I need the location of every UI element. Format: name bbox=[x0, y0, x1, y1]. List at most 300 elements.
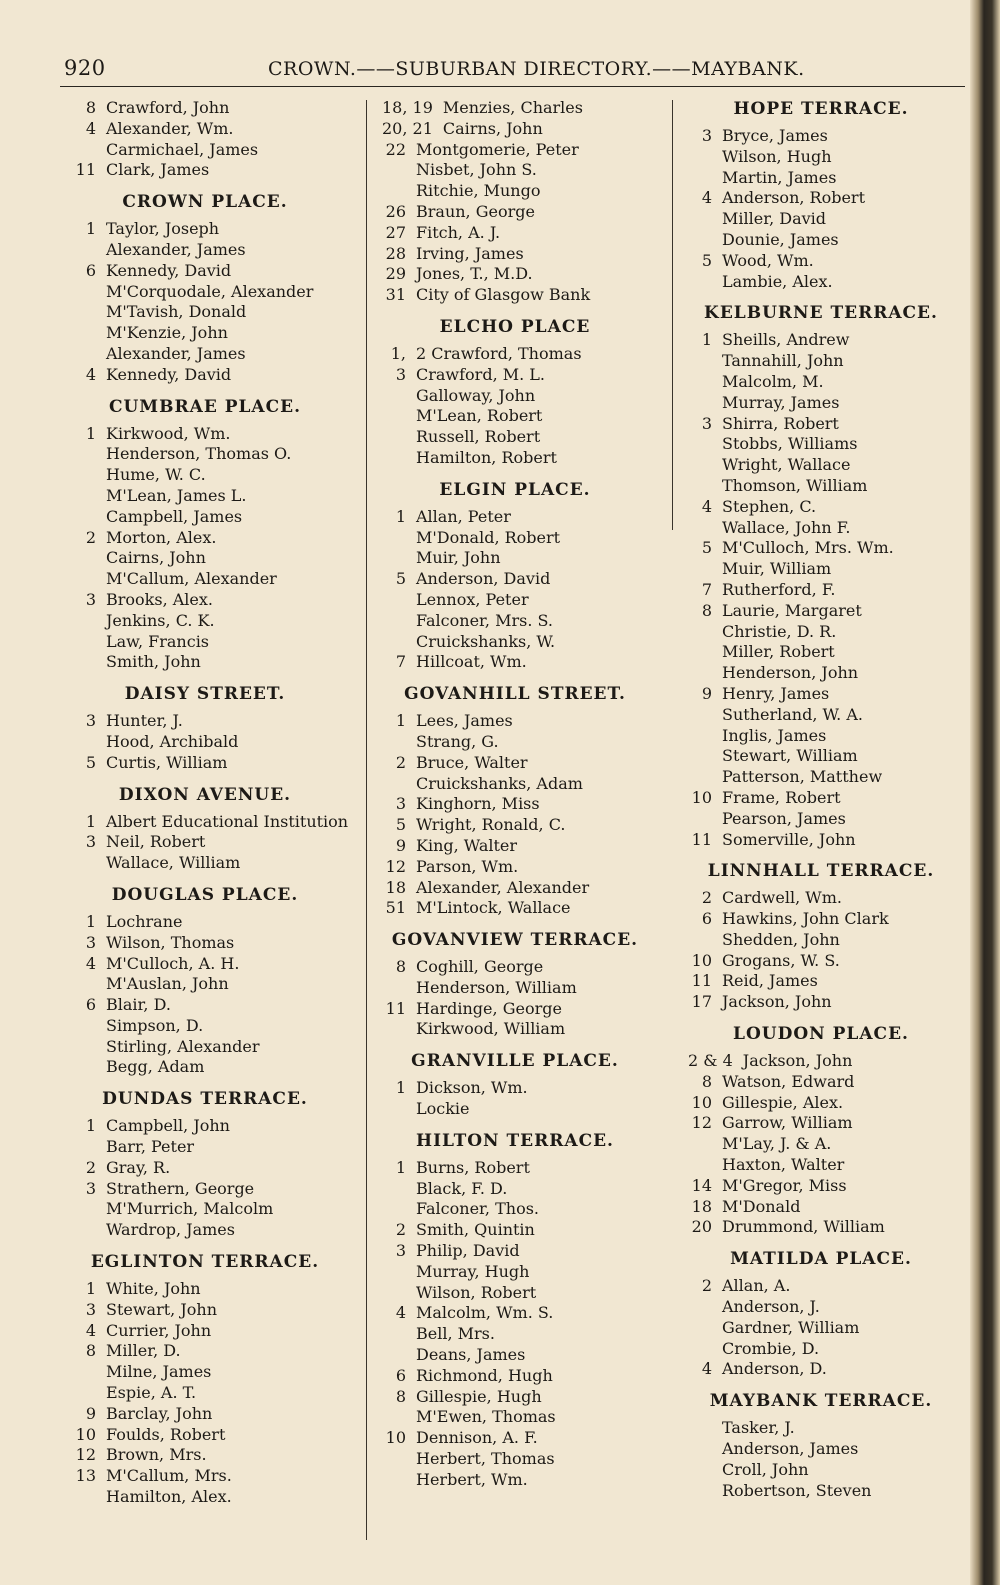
resident-name: Shedden, John bbox=[722, 929, 840, 949]
resident-name: Watson, Edward bbox=[722, 1071, 855, 1091]
resident-name: Wilson, Robert bbox=[416, 1282, 537, 1302]
house-number: 1 bbox=[395, 506, 406, 526]
street-heading: DUNDAS TERRACE. bbox=[102, 1089, 308, 1110]
directory-entry bbox=[686, 746, 976, 767]
house-number: 4 bbox=[701, 496, 712, 516]
directory-entry bbox=[70, 1220, 360, 1241]
resident-name: M'Culloch, A. H. bbox=[106, 953, 240, 973]
directory-entry bbox=[380, 1470, 670, 1491]
directory-entry bbox=[380, 1179, 670, 1200]
directory-entry bbox=[380, 794, 670, 815]
directory-entry bbox=[380, 244, 670, 265]
directory-entry bbox=[70, 1383, 360, 1404]
street-heading: HILTON TERRACE. bbox=[416, 1130, 614, 1151]
resident-name: Lambie, Alex. bbox=[722, 271, 833, 291]
resident-name: Henderson, John bbox=[722, 663, 859, 683]
resident-name: M'Lean, James L. bbox=[106, 485, 247, 505]
resident-name: Patterson, Matthew bbox=[722, 767, 883, 787]
resident-name: Murray, Hugh bbox=[416, 1261, 530, 1281]
directory-entry bbox=[380, 202, 670, 223]
resident-name: Cairns, John bbox=[442, 118, 543, 138]
house-number: 6 bbox=[701, 909, 712, 929]
resident-name: Dennison, A. F. bbox=[416, 1428, 538, 1448]
resident-name: White, John bbox=[106, 1279, 201, 1299]
resident-name: Crombie, D. bbox=[722, 1338, 820, 1358]
house-number: 5 bbox=[85, 752, 96, 772]
house-number: 4 bbox=[85, 364, 96, 384]
resident-name: Thomson, William bbox=[722, 475, 868, 495]
resident-name: Strathern, George bbox=[106, 1178, 255, 1198]
directory-entry bbox=[686, 767, 976, 788]
house-number: 8 bbox=[701, 1071, 712, 1091]
street-section bbox=[70, 1088, 360, 1241]
street-section bbox=[686, 860, 976, 1013]
directory-entry bbox=[70, 507, 360, 528]
house-number: 8 bbox=[85, 98, 96, 117]
directory-entry bbox=[686, 1297, 976, 1318]
resident-name: Currier, John bbox=[106, 1320, 212, 1340]
directory-entry bbox=[380, 1262, 670, 1283]
directory-entry bbox=[686, 393, 976, 414]
directory-entry bbox=[686, 951, 976, 972]
resident-name: Albert Educational Institution bbox=[106, 811, 349, 831]
resident-name: Russell, Robert bbox=[416, 427, 541, 447]
resident-name: M'Kenzie, John bbox=[106, 323, 228, 343]
house-number: 2 bbox=[701, 888, 712, 908]
directory-entry bbox=[686, 1339, 976, 1360]
resident-name: Miller, D. bbox=[106, 1341, 181, 1361]
resident-name: Anderson, Robert bbox=[722, 188, 866, 208]
resident-name: M'Gregor, Miss bbox=[722, 1175, 847, 1195]
directory-entry bbox=[380, 1345, 670, 1366]
directory-entry bbox=[380, 898, 670, 919]
house-number: 27 bbox=[385, 222, 406, 242]
directory-entry bbox=[70, 974, 360, 995]
directory-entry bbox=[380, 1303, 670, 1324]
directory-entry bbox=[380, 448, 670, 469]
house-number: 29 bbox=[385, 264, 406, 284]
resident-name: Stirling, Alexander bbox=[106, 1036, 260, 1056]
resident-name: Dounie, James bbox=[722, 229, 839, 249]
resident-name: Alexander, Alexander bbox=[416, 877, 590, 897]
resident-name: M'Culloch, Mrs. Wm. bbox=[722, 538, 894, 558]
house-number: 3 bbox=[85, 932, 96, 952]
street-section bbox=[380, 98, 670, 306]
resident-name: Strang, G. bbox=[416, 731, 499, 751]
resident-name: Crawford, M. L. bbox=[416, 364, 546, 384]
directory-entry bbox=[70, 1404, 360, 1425]
resident-name: Hunter, J. bbox=[106, 711, 183, 731]
directory-entry bbox=[70, 528, 360, 549]
directory-entry bbox=[686, 1093, 976, 1114]
directory-entry bbox=[70, 444, 360, 465]
directory-entry bbox=[380, 160, 670, 181]
directory-entry bbox=[70, 1057, 360, 1078]
directory-entry bbox=[686, 168, 976, 189]
resident-name: Wilson, Hugh bbox=[722, 146, 832, 166]
house-number: 2 bbox=[85, 1157, 96, 1177]
directory-entry bbox=[380, 1158, 670, 1179]
house-number: 2 & 4 bbox=[688, 1051, 733, 1071]
directory-entry bbox=[380, 1387, 670, 1408]
resident-name: Herbert, Wm. bbox=[416, 1469, 528, 1489]
directory-entry bbox=[686, 1359, 976, 1380]
house-number: 18 bbox=[691, 1196, 712, 1216]
directory-entry bbox=[686, 1176, 976, 1197]
resident-name: Barr, Peter bbox=[106, 1137, 195, 1157]
resident-name: Bruce, Walter bbox=[416, 752, 528, 772]
street-heading: LINNHALL TERRACE. bbox=[707, 861, 935, 882]
directory-entry bbox=[70, 912, 360, 933]
directory-entry bbox=[70, 261, 360, 282]
resident-name: Brooks, Alex. bbox=[106, 589, 213, 609]
house-number: 3 bbox=[395, 1241, 406, 1261]
resident-name: Anderson, James bbox=[722, 1439, 859, 1459]
resident-name: Sheills, Andrew bbox=[722, 330, 850, 350]
resident-name: Garrow, William bbox=[722, 1113, 853, 1133]
house-number: 3 bbox=[85, 1178, 96, 1198]
resident-name: Wilson, Thomas bbox=[106, 932, 235, 952]
directory-entry bbox=[70, 1445, 360, 1466]
directory-entry bbox=[70, 344, 360, 365]
resident-name: Somerville, John bbox=[722, 829, 856, 849]
house-number: 8 bbox=[85, 1341, 96, 1361]
directory-entry bbox=[70, 1199, 360, 1220]
directory-entry bbox=[686, 1276, 976, 1297]
directory-entry bbox=[380, 753, 670, 774]
resident-name: Croll, John bbox=[722, 1459, 809, 1479]
resident-name: Crawford, John bbox=[106, 98, 230, 117]
house-number: 18 bbox=[385, 877, 406, 897]
house-number: 10 bbox=[691, 1092, 712, 1112]
directory-entry bbox=[70, 569, 360, 590]
house-number: 5 bbox=[395, 815, 406, 835]
street-section bbox=[686, 1023, 976, 1238]
directory-entry bbox=[380, 590, 670, 611]
directory-entry bbox=[70, 140, 360, 161]
house-number: 9 bbox=[85, 1403, 96, 1423]
street-section bbox=[380, 1130, 670, 1491]
directory-entry bbox=[380, 1241, 670, 1262]
directory-column-3 bbox=[686, 98, 976, 1501]
resident-name: Galloway, John bbox=[416, 385, 536, 405]
house-number: 11 bbox=[691, 829, 712, 849]
house-number: 12 bbox=[75, 1445, 96, 1465]
directory-entry bbox=[70, 1137, 360, 1158]
resident-name: Tasker, J. bbox=[722, 1418, 795, 1438]
house-number: 4 bbox=[701, 188, 712, 208]
resident-name: Bell, Mrs. bbox=[416, 1324, 495, 1344]
street-heading: GRANVILLE PLACE. bbox=[411, 1051, 619, 1072]
resident-name: Philip, David bbox=[416, 1241, 520, 1261]
directory-entry bbox=[686, 1318, 976, 1339]
resident-name: Fitch, A. J. bbox=[416, 222, 501, 242]
directory-entry bbox=[380, 836, 670, 857]
directory-entry bbox=[686, 251, 976, 272]
directory-entry bbox=[380, 1199, 670, 1220]
resident-name: King, Walter bbox=[416, 835, 518, 855]
street-section bbox=[70, 1251, 360, 1508]
directory-entry bbox=[686, 1051, 976, 1072]
resident-name: M'Lay, J. & A. bbox=[722, 1134, 832, 1154]
resident-name: Nisbet, John S. bbox=[416, 160, 537, 180]
directory-entry bbox=[686, 147, 976, 168]
directory-entry bbox=[380, 427, 670, 448]
directory-entry bbox=[380, 1019, 670, 1040]
resident-name: Jackson, John bbox=[742, 1051, 853, 1071]
directory-entry bbox=[686, 538, 976, 559]
directory-entry bbox=[380, 1283, 670, 1304]
house-number: 20 bbox=[691, 1217, 712, 1237]
house-number: 3 bbox=[85, 711, 96, 731]
resident-name: Herbert, Thomas bbox=[416, 1449, 555, 1469]
directory-entry bbox=[686, 230, 976, 251]
resident-name: Alexander, James bbox=[106, 239, 246, 259]
resident-name: Kinghorn, Miss bbox=[416, 794, 540, 814]
street-heading: MATILDA PLACE. bbox=[730, 1249, 912, 1270]
directory-entry bbox=[686, 1418, 976, 1439]
directory-entry bbox=[70, 711, 360, 732]
resident-name: Wood, Wm. bbox=[722, 250, 814, 270]
resident-name: Anderson, D. bbox=[722, 1359, 827, 1379]
resident-name: Miller, David bbox=[722, 209, 827, 229]
resident-name: Reid, James bbox=[722, 971, 818, 991]
directory-entry bbox=[380, 344, 670, 365]
directory-entry bbox=[686, 1134, 976, 1155]
directory-entry bbox=[380, 386, 670, 407]
directory-entry bbox=[70, 732, 360, 753]
resident-name: Robertson, Steven bbox=[722, 1480, 872, 1500]
directory-entry bbox=[70, 590, 360, 611]
directory-entry bbox=[70, 424, 360, 445]
directory-entry bbox=[380, 878, 670, 899]
directory-entry bbox=[686, 888, 976, 909]
house-number: 3 bbox=[701, 413, 712, 433]
directory-entry bbox=[686, 188, 976, 209]
directory-entry bbox=[70, 548, 360, 569]
resident-name: Taylor, Joseph bbox=[106, 219, 220, 239]
resident-name: Murray, James bbox=[722, 392, 840, 412]
street-section bbox=[70, 98, 360, 181]
resident-name: Cardwell, Wm. bbox=[722, 888, 842, 908]
resident-name: Inglis, James bbox=[722, 725, 827, 745]
resident-name: M'Donald, Robert bbox=[416, 527, 561, 547]
resident-name: Henderson, Thomas O. bbox=[106, 444, 292, 464]
resident-name: Wright, Wallace bbox=[722, 455, 851, 475]
resident-name: Carmichael, James bbox=[106, 139, 259, 159]
directory-entry bbox=[70, 1279, 360, 1300]
directory-column-2 bbox=[380, 98, 670, 1491]
resident-name: Falconer, Thos. bbox=[416, 1199, 540, 1219]
street-heading: GOVANVIEW TERRACE. bbox=[391, 930, 639, 951]
directory-entry bbox=[686, 788, 976, 809]
resident-name: Deans, James bbox=[416, 1345, 526, 1365]
directory-entry bbox=[686, 1197, 976, 1218]
resident-name: Lochrane bbox=[106, 911, 183, 931]
directory-entry bbox=[686, 909, 976, 930]
directory-entry bbox=[686, 622, 976, 643]
directory-entry bbox=[686, 601, 976, 622]
resident-name: Black, F. D. bbox=[416, 1178, 508, 1198]
house-number: 5 bbox=[701, 250, 712, 270]
resident-name: Haxton, Walter bbox=[722, 1155, 845, 1175]
resident-name: Wright, Ronald, C. bbox=[416, 815, 566, 835]
directory-entry bbox=[380, 1428, 670, 1449]
directory-column-1 bbox=[70, 98, 360, 1508]
directory-entry bbox=[380, 1078, 670, 1099]
street-heading: LOUDON PLACE. bbox=[733, 1024, 909, 1045]
house-number: 2 bbox=[701, 1276, 712, 1296]
resident-name: Coghill, George bbox=[416, 957, 544, 977]
house-number: 18, 19 bbox=[382, 98, 433, 117]
resident-name: Drummond, William bbox=[722, 1217, 885, 1237]
resident-name: Christie, D. R. bbox=[722, 621, 837, 641]
directory-entry bbox=[686, 684, 976, 705]
resident-name: Kennedy, David bbox=[106, 260, 232, 280]
house-number: 7 bbox=[701, 579, 712, 599]
directory-entry bbox=[70, 995, 360, 1016]
resident-name: Tannahill, John bbox=[722, 351, 844, 371]
resident-name: Cruickshanks, W. bbox=[416, 631, 556, 651]
resident-name: Morton, Alex. bbox=[106, 527, 217, 547]
resident-name: Alexander, Wm. bbox=[106, 118, 234, 138]
page-number: 920 bbox=[64, 56, 106, 80]
directory-entry bbox=[70, 1158, 360, 1179]
house-number: 4 bbox=[395, 1303, 406, 1323]
resident-name: Smith, John bbox=[106, 652, 201, 672]
house-number: 1 bbox=[85, 1279, 96, 1299]
house-number: 3 bbox=[85, 589, 96, 609]
directory-entry bbox=[70, 753, 360, 774]
resident-name: Campbell, John bbox=[106, 1116, 230, 1136]
directory-entry bbox=[380, 999, 670, 1020]
resident-name: Wallace, William bbox=[106, 853, 241, 873]
directory-entry bbox=[380, 1220, 670, 1241]
directory-entry bbox=[686, 1460, 976, 1481]
street-heading: CROWN PLACE. bbox=[122, 192, 288, 213]
directory-entry bbox=[686, 1439, 976, 1460]
resident-name: Smith, Quintin bbox=[416, 1220, 535, 1240]
directory-entry bbox=[70, 632, 360, 653]
street-heading: ELGIN PLACE. bbox=[439, 479, 591, 500]
directory-entry bbox=[380, 507, 670, 528]
resident-name: Henry, James bbox=[722, 683, 830, 703]
directory-entry bbox=[686, 809, 976, 830]
house-number: 4 bbox=[85, 118, 96, 138]
directory-entry bbox=[686, 209, 976, 230]
directory-entry bbox=[70, 652, 360, 673]
house-number: 3 bbox=[85, 1299, 96, 1319]
resident-name: Anderson, David bbox=[416, 569, 551, 589]
directory-entry bbox=[380, 365, 670, 386]
resident-name: Hillcoat, Wm. bbox=[416, 652, 527, 672]
directory-entry bbox=[70, 853, 360, 874]
directory-entry bbox=[70, 219, 360, 240]
street-heading: EGLINTON TERRACE. bbox=[90, 1252, 320, 1273]
resident-name: Menzies, Charles bbox=[442, 98, 583, 117]
street-section bbox=[70, 683, 360, 773]
house-number: 28 bbox=[385, 243, 406, 263]
resident-name: Simpson, D. bbox=[106, 1015, 204, 1035]
house-number: 1 bbox=[85, 911, 96, 931]
street-heading: DIXON AVENUE. bbox=[118, 784, 292, 805]
house-number: 51 bbox=[385, 898, 406, 918]
directory-entry bbox=[380, 652, 670, 673]
resident-name: Kirkwood, Wm. bbox=[106, 423, 231, 443]
house-number: 1 bbox=[85, 811, 96, 831]
resident-name: Richmond, Hugh bbox=[416, 1365, 553, 1385]
house-number: 8 bbox=[395, 957, 406, 977]
directory-entry bbox=[686, 126, 976, 147]
resident-name: Pearson, James bbox=[722, 808, 846, 828]
directory-entry bbox=[686, 351, 976, 372]
house-number: 12 bbox=[385, 856, 406, 876]
resident-name: M'Lintock, Wallace bbox=[416, 898, 571, 918]
directory-entry bbox=[686, 705, 976, 726]
page-header bbox=[64, 56, 964, 86]
resident-name: Curtis, William bbox=[106, 752, 228, 772]
resident-name: Gray, R. bbox=[106, 1157, 171, 1177]
directory-entry bbox=[70, 1300, 360, 1321]
directory-entry bbox=[686, 1072, 976, 1093]
directory-entry bbox=[70, 933, 360, 954]
resident-name: Shirra, Robert bbox=[722, 413, 839, 433]
street-section bbox=[70, 784, 360, 874]
directory-entry bbox=[380, 1366, 670, 1387]
house-number: 8 bbox=[701, 600, 712, 620]
resident-name: Hamilton, Alex. bbox=[106, 1487, 232, 1507]
street-heading: GOVANHILL STREET. bbox=[404, 684, 626, 705]
street-section bbox=[70, 191, 360, 385]
directory-entry bbox=[70, 119, 360, 140]
column-divider bbox=[672, 100, 673, 530]
directory-entry bbox=[380, 285, 670, 306]
resident-name: 2 Crawford, Thomas bbox=[416, 343, 582, 363]
house-number: 3 bbox=[85, 832, 96, 852]
house-number: 10 bbox=[691, 787, 712, 807]
house-number: 5 bbox=[395, 569, 406, 589]
resident-name: M'Tavish, Donald bbox=[106, 302, 247, 322]
resident-name: Dickson, Wm. bbox=[416, 1078, 528, 1098]
resident-name: M'Auslan, John bbox=[106, 974, 229, 994]
house-number: 11 bbox=[75, 160, 96, 180]
resident-name: Montgomerie, Peter bbox=[416, 139, 579, 159]
directory-entry bbox=[70, 1179, 360, 1200]
directory-entry bbox=[686, 518, 976, 539]
resident-name: Espie, A. T. bbox=[106, 1383, 197, 1403]
street-heading: DAISY STREET. bbox=[124, 684, 286, 705]
resident-name: Grogans, W. S. bbox=[722, 950, 840, 970]
street-heading: MAYBANK TERRACE. bbox=[709, 1391, 933, 1412]
house-number: 9 bbox=[701, 683, 712, 703]
house-number: 2 bbox=[85, 527, 96, 547]
house-number: 2 bbox=[395, 1220, 406, 1240]
house-number: 10 bbox=[385, 1428, 406, 1448]
resident-name: M'Callum, Mrs. bbox=[106, 1466, 232, 1486]
directory-entry bbox=[380, 406, 670, 427]
directory-entry bbox=[686, 434, 976, 455]
resident-name: Muir, John bbox=[416, 548, 501, 568]
resident-name: Parson, Wm. bbox=[416, 856, 519, 876]
house-number: 4 bbox=[85, 1320, 96, 1340]
directory-entry bbox=[70, 302, 360, 323]
directory-entry bbox=[686, 414, 976, 435]
resident-name: Hamilton, Robert bbox=[416, 447, 557, 467]
resident-name: Lennox, Peter bbox=[416, 589, 529, 609]
directory-entry bbox=[380, 978, 670, 999]
directory-entry bbox=[686, 497, 976, 518]
resident-name: Laurie, Margaret bbox=[722, 600, 862, 620]
